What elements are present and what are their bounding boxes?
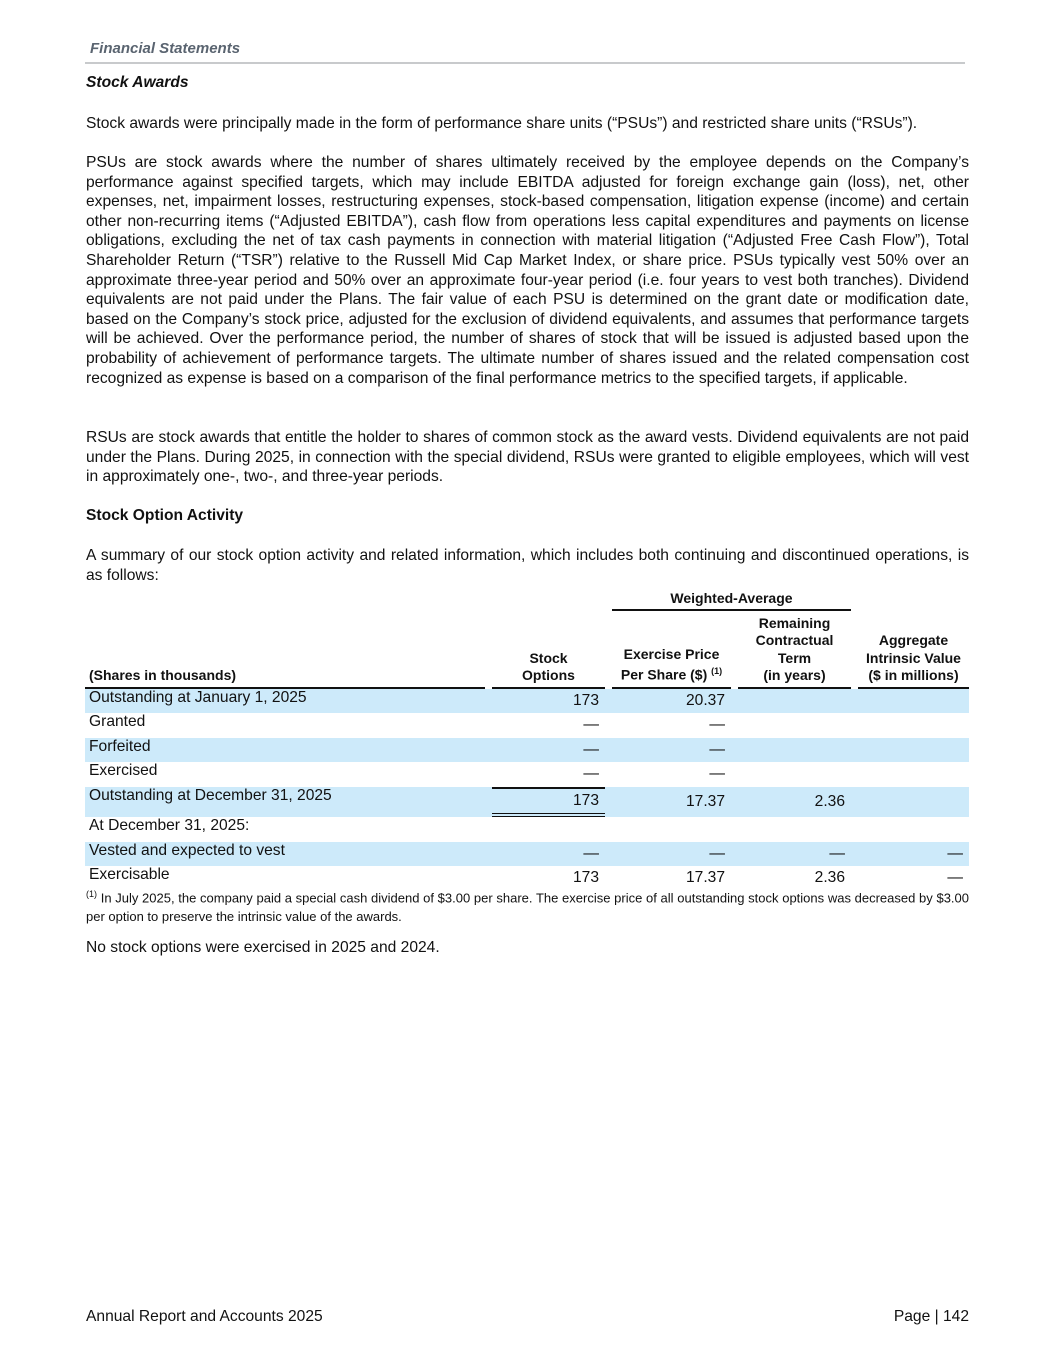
cell-price: 20.37 [612,689,731,714]
cell-term: — [738,842,851,867]
col-header-shares: (Shares in thousands) [85,611,485,689]
cell-value: — [947,869,963,887]
cell-term [738,817,851,842]
paragraph-intro: Stock awards were principally made in the form of performance share units (“PSUs”) and restricted share units (“RSUs”). [86,115,918,132]
cell-options: — [583,716,599,734]
col-header-aggregate-value: Aggregate Intrinsic Value ($ in millions) [858,611,969,689]
col-header-exercise-price: Exercise Price Per Share ($) $^{(1)}$ [612,611,731,689]
cell-label: Vested and expected to vest [85,842,485,867]
option-intro: A summary of our stock option activity and related information, which includes both continuing and discontinued operations, is as follows: [86,547,969,584]
cell-price [612,817,731,842]
cell-label: Exercisable [89,866,170,883]
cell-label: Granted [89,713,146,730]
cell-term [738,738,851,763]
cell-options: 173 [572,869,599,887]
cell-value [858,713,969,738]
cell-label: At December 31, 2025: [89,817,250,834]
paragraph-rsu: RSUs are stock awards that entitle the holder to shares of common stock as the award vests. Dividend equivalents are not paid under the Plans. During 2025, in connection with the special dividend, RSUs were granted to eligible employees, which will vest in approximately one-, two-, and three-year periods. [86,429,969,486]
cell-value [858,787,969,818]
table-row [85,738,969,763]
section-header: Financial Statements [90,40,241,57]
cell-value: — [858,842,969,867]
cell-price: 17.37 [612,787,731,818]
table-footnote: $^{(1)}$ In July 2025, the company paid a special cash dividend of $3.00 per share. The exercise price of all outstanding stock options was decreased by $3.00 per option to preserve the intrinsic value of the awards. [86,889,969,925]
table-row [85,713,969,738]
cell-options: — [492,738,605,763]
table-row [85,787,969,818]
header-divider [85,62,965,64]
footer-page-number: Page | 142 [893,1308,969,1325]
cell-label: Forfeited [85,738,485,763]
table-row [85,689,969,714]
col-header-term: Remaining Contractual Term (in years) [738,611,851,689]
cell-label: Outstanding at January 1, 2025 [85,689,485,714]
cell-label: Exercised [89,762,158,779]
stock-option-heading: Stock Option Activity [86,507,244,524]
stock-option-table [85,590,968,891]
cell-options [492,817,605,842]
cell-label: Outstanding at December 31, 2025 [85,787,485,818]
group-header-weighted-average: Weighted-Average [612,590,851,611]
cell-value [858,762,969,787]
col-header-stock-options: Stock Options [492,611,605,689]
cell-options: — [492,842,605,867]
footer-report-title: Annual Report and Accounts 2025 [86,1308,323,1325]
table-row [85,762,969,787]
stock-awards-heading: Stock Awards [86,74,189,91]
cell-price: — [612,738,731,763]
cell-value [858,738,969,763]
cell-options: 173 [492,787,605,818]
cell-options: 173 [492,689,605,714]
cell-options: — [583,765,599,783]
cell-term [738,713,851,738]
cell-term: 2.36 [738,787,851,818]
cell-term [738,689,851,714]
cell-term [738,762,851,787]
table-row [85,842,969,867]
cell-term: 2.36 [814,869,845,887]
cell-price: — [709,716,725,734]
paragraph-psu: PSUs are stock awards where the number of shares ultimately received by the employee depends on the Company’s performance against specified targets, which may include EBITDA adjusted for foreign exchange gain (loss), net, other expenses, net, impairment losses, restructuring expenses, stock-based compensation, litigation expense (income) and certain other non-recurring items (“Adjusted EBITDA”), cash flow from operations less capital expenditures and payments on license obligations, excluding the net of tax cash payments in connection with material litigation (“Adjusted Free Cash Flow”), Total Shareholder Return (“TSR”) relative to the Russell Mid Cap Market Index, or share price. PSUs typically vest 50% over an approximate three-year period and 50% over an approximate four-year period (i.e. four years to vest both tranches). Dividend equivalents are not paid under the Plans. The fair value of each PSU is determined on the grant date or modification date, based on the Company’s stock price, adjusted for the exclusion of dividend equivalents, and assumes that performance targets will be achieved. Over the performance period, the number of shares of stock that will be issued is adjusted based upon the probability of achievement of performance targets. The ultimate number of shares issued and the related compensation cost recognized as expense is based on a comparison of the final performance metrics to the specified targets, if applicable. [86,154,969,387]
cell-price: — [612,842,731,867]
cell-price: 17.37 [685,869,725,887]
closing-statement: No stock options were exercised in 2025 and 2024. [86,939,440,956]
cell-price: — [709,765,725,783]
cell-value [858,689,969,714]
cell-value [858,817,969,842]
table-row [85,817,969,842]
